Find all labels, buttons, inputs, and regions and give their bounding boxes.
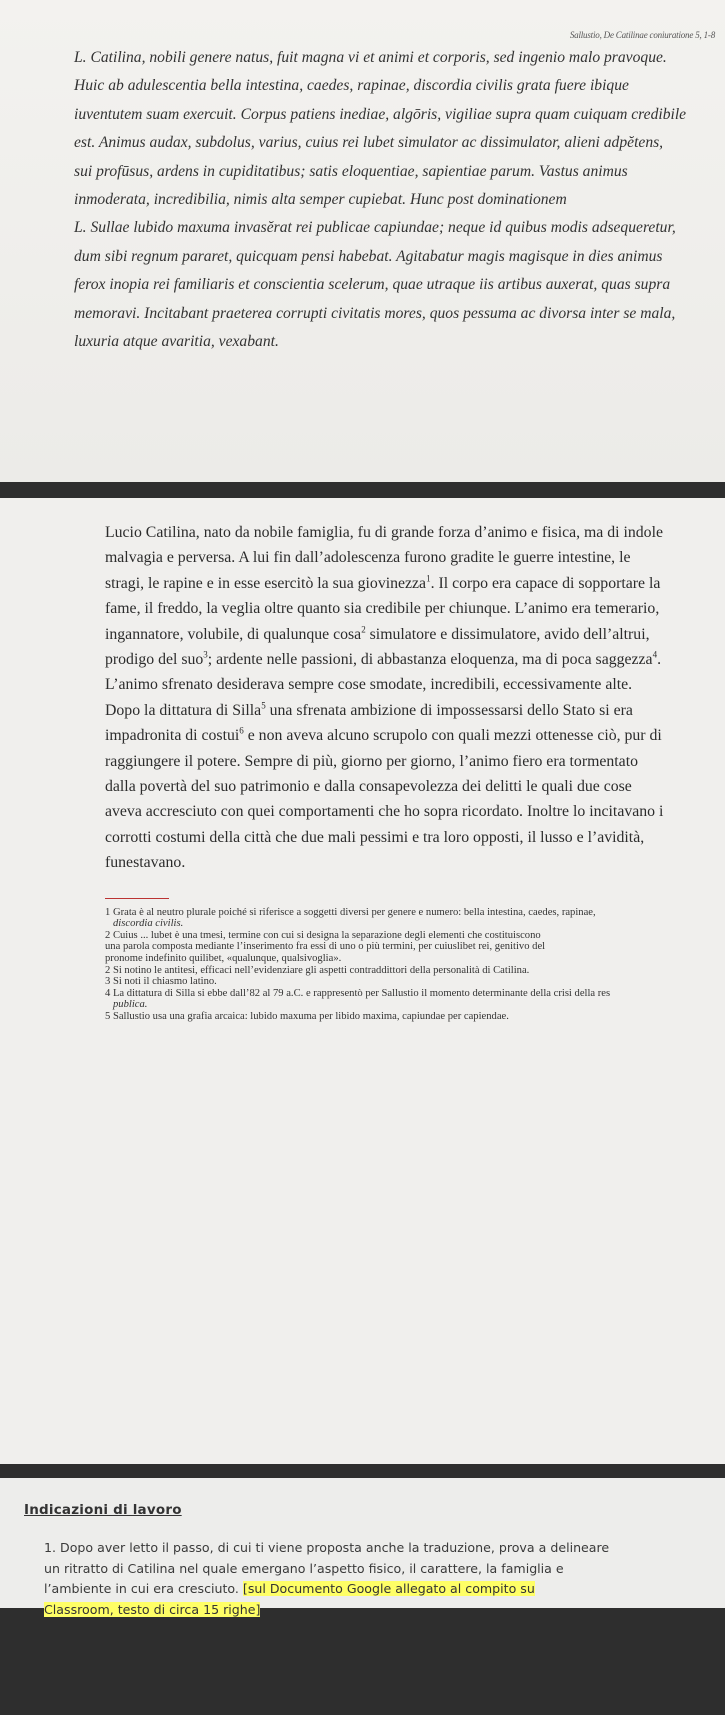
footnote: pronome indefinito quilibet, «qualunque, qualsivoglia». [105, 953, 342, 965]
translation-line: impadronita di costui$^6$ e non aveva alcuno scrupolo con quali mezzi ottenesse ciò, pur di [105, 725, 662, 745]
footnote: 4 La dittatura di Silla si ebbe dall’82 al 79 a.C. e rappresentò per Sallustio il momento determinante della crisi della res [105, 987, 611, 999]
translation-line: Dopo la dittatura di Silla$^5$ una sfrenata ambizione di impossessarsi dello Stato si era [105, 700, 633, 719]
footnote: 3 Si noti il chiasmo latino. [105, 976, 217, 988]
translation-line: L’animo sfrenato desiderava sempre cose smodate, incredibili, eccessivamente alte. [105, 676, 633, 694]
footnote-ref: 2 [361, 624, 366, 635]
latin-text-page [0, 0, 725, 482]
translation-line: Lucio Catilina, nato da nobile famiglia, fu di grande forza d’animo e fisica, ma di indole [105, 524, 663, 541]
source-reference: Sallustio, De Catilinae coniuratione 5, 1-8 [569, 30, 715, 40]
translation-line: funestavano. [105, 854, 186, 872]
footnotes [105, 907, 701, 1023]
latin-line: iuventutem suam exercuit. Corpus patiens inediae, algōris, vigiliae supra quam cuiquam credibile [74, 105, 687, 123]
latin-line: Huic ab adulescentia bella intestina, caedes, rapinae, discordia civilis grata fuere ibique [74, 77, 629, 95]
instructions-list [24, 1538, 705, 1620]
latin-line: est. Animus audax, subdolus, varius, cuius rei lubet simulator ac dissimulator, alieni adpĕtens, [74, 134, 664, 152]
highlighted-note: [sul Documento Google allegato al compito su [242, 1581, 535, 1597]
instruction-line: l’ambiente in cui era cresciuto. [sul Documento Google allegato al compito su [44, 1581, 535, 1597]
latin-line: inmoderata, incredibilia, nimis alta semper cupiebat. Hunc post dominationem [74, 191, 567, 209]
instructions-title: Indicazioni di lavoro [24, 1502, 182, 1518]
latin-line: ferox inopia rei familiaris et conscientia scelerum, quae utraque iis artibus auxerat, quas supra [74, 276, 671, 294]
translation-line: stragi, le rapine e in esse esercitò la sua giovinezza$^1$. Il corpo era capace di sopportare la [105, 573, 661, 592]
latin-line: L. Catilina, nobili genere natus, fuit magna vi et animi et corporis, sed ingenio malo pravoque. [74, 49, 667, 66]
translation-line: prodigo del suo$^3$; ardente nelle passioni, di abbastanza eloquenza, ma di poca saggezza$^4$. [105, 649, 662, 669]
footnote-ref: 4 [652, 649, 658, 660]
latin-line: dum sibi regnum pararet, quicquam pensi habebat. Agitabatur magis magisque in dies animus [74, 247, 663, 265]
footnote: 2 Si notino le antitesi, efficaci nell’evidenziare gli aspetti contraddittori della personalità di Catilina. [105, 964, 530, 976]
latin-passage [74, 44, 691, 356]
footnote: discordia civilis. [113, 918, 184, 930]
highlighted-note: Classroom, testo di circa 15 righe] [44, 1601, 261, 1617]
footnote-ref: 1 [426, 573, 431, 584]
footnote-ref: 3 [203, 649, 208, 660]
latin-line: luxuria atque avaritia, vexabant. [74, 333, 279, 351]
footnote: 2 Cuius ... lubet è una tmesi, termine con cui si designa la separazione degli elementi che costituiscono [105, 929, 541, 941]
translation-line: ingannatore, volubile, di qualunque cosa$^2$ simulatore e dissimulatore, avido dell’altrui, [105, 624, 650, 643]
translation-page [0, 498, 725, 1464]
translation-line: dalla povertà del suo patrimonio e dalla consapevolezza dei delitti le quali due cose [105, 778, 632, 796]
footnote: 5 Sallustio usa una grafia arcaica: lubido maxuma per libido maxima, capiundae per capiendae. [105, 1011, 509, 1023]
translation-line: malvagia e perversa. A lui fin dall’adolescenza furono gradite le guerre intestine, le [105, 549, 631, 567]
instruction-line [44, 1600, 705, 1621]
translation-line: corrotti costumi della città che due mali pessimi e tra loro opposti, il lusso e l’avidità, [105, 828, 645, 846]
instruction-line: 1. Dopo aver letto il passo, di cui ti viene proposta anche la traduzione, prova a delineare [44, 1540, 610, 1555]
latin-line: sui profūsus, ardens in cupiditatibus; satis eloquentiae, sapientiae parum. Vastus animus [74, 162, 628, 180]
italian-translation [105, 520, 701, 876]
footnote: publica. [113, 999, 148, 1011]
footnote-divider [105, 898, 169, 899]
footnote-ref: 6 [239, 725, 244, 736]
translation-line: aveva accresciuto con quei comportamenti che ho sopra ricordato. Inoltre lo incitavano i [105, 803, 664, 821]
latin-line: L. Sullae lubido maxuma invasĕrat rei publicae capiundae; neque id quibus modis adsequeretur, [74, 219, 676, 237]
translation-line: fame, il freddo, la veglia oltre quanto sia credibile per chiunque. L’animo era temerario, [105, 600, 660, 618]
footnote: una parola composta mediante l’inserimento fra essi di uno o più termini, per cuiuslibet rei, genitivo del [105, 941, 546, 953]
latin-line: memoravi. Incitabant praeterea corrupti civitatis mores, quos pessuma ac divorsa inter se mala, [74, 304, 676, 322]
footnote-ref: 5 [261, 700, 266, 711]
footnote: 1 Grata è al neutro plurale poiché si riferisce a soggetti diversi per genere e numero: bella intestina, caedes, rapinae, [105, 906, 596, 918]
instruction-line: un ritratto di Catilina nel quale emergano l’aspetto fisico, il carattere, la famiglia e [44, 1560, 564, 1576]
instructions-panel [0, 1478, 725, 1617]
translation-line: raggiungere il potere. Sempre di più, giorno per giorno, l’animo fiero era tormentato [105, 752, 638, 770]
